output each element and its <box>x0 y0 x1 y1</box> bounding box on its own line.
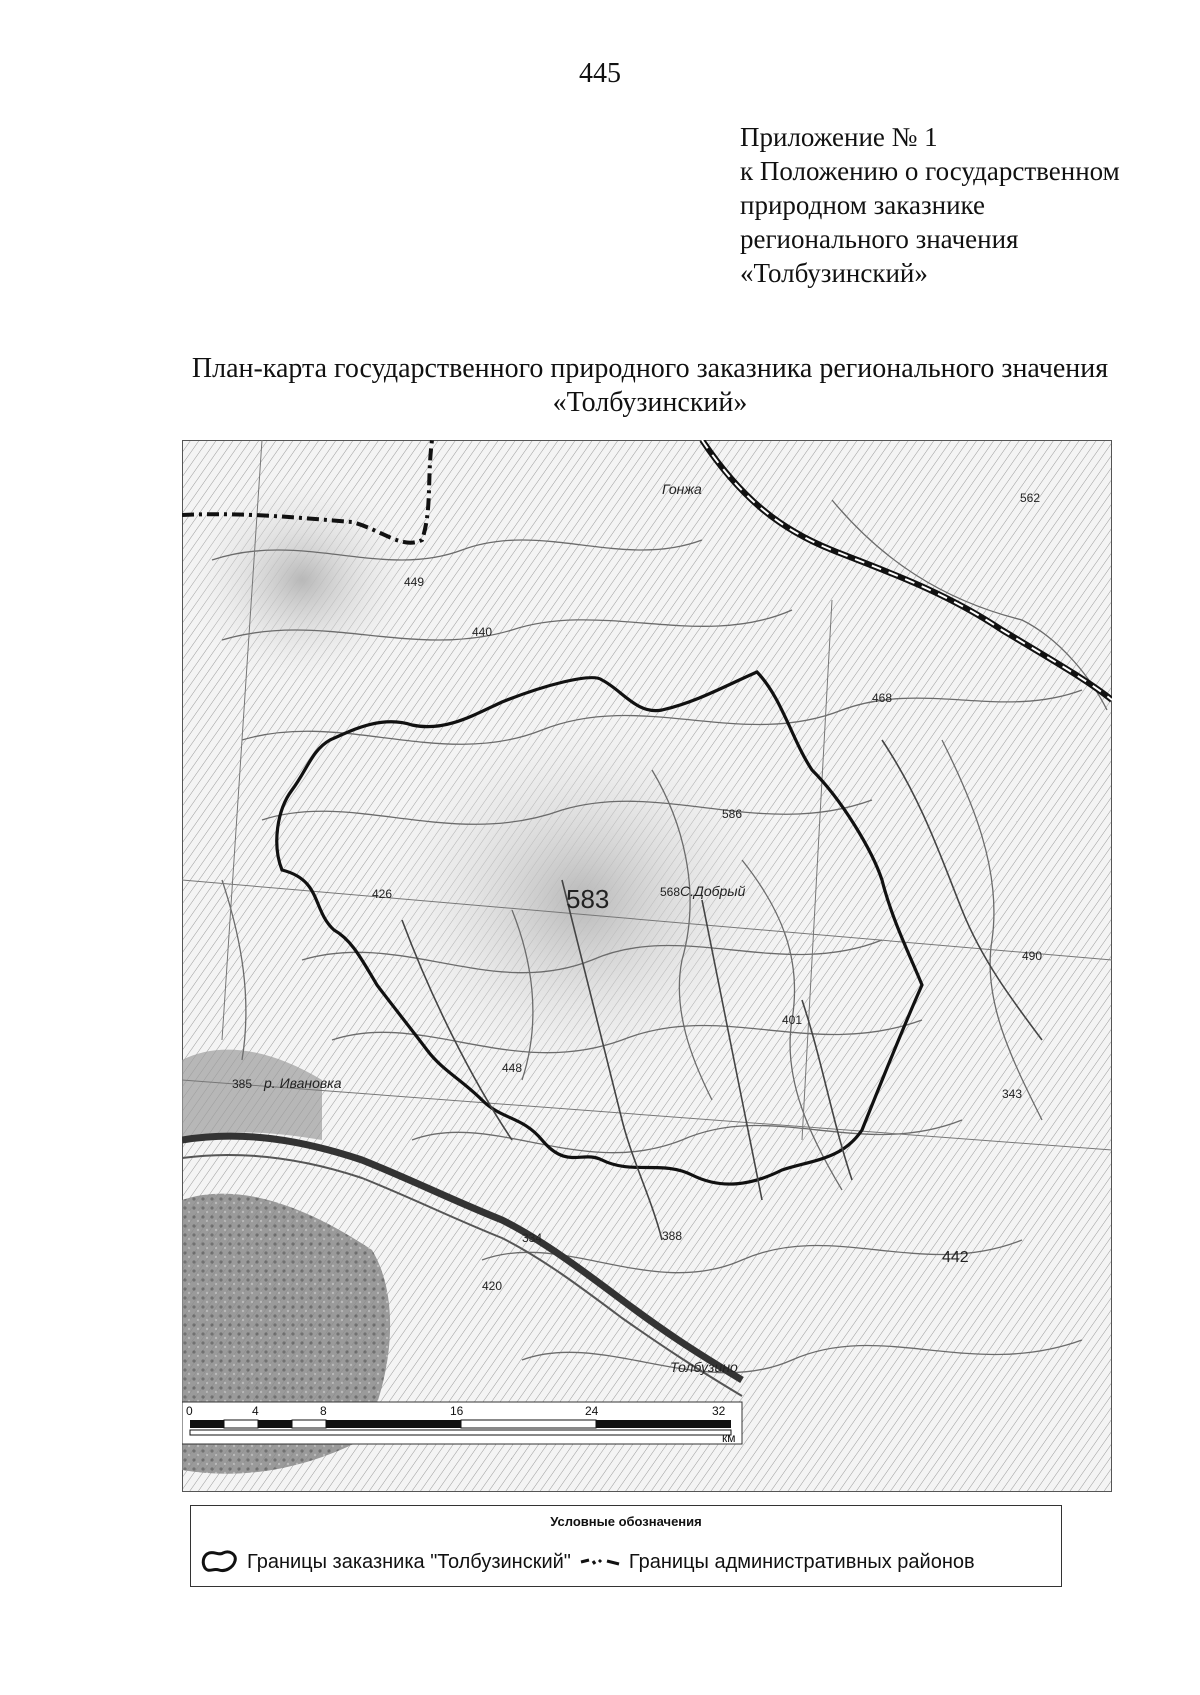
appendix-line: Приложение № 1 <box>740 122 938 152</box>
page-number: 445 <box>579 58 621 89</box>
appendix-line: «Толбузинский» <box>740 258 928 288</box>
map-title-line: План-карта государственного природного заказника регионального значения <box>191 353 1109 384</box>
scale-tick-label: 4 <box>252 1404 259 1418</box>
settlement-label-ivanovka: р. Ивановка <box>264 1075 342 1091</box>
appendix-line: к Положению о государственном <box>740 156 1120 186</box>
elevation-label: 562 <box>1020 491 1041 505</box>
settlement-label-dobryi: С.Добрый <box>680 883 746 899</box>
legend-title: Условные обозначения <box>550 1514 702 1529</box>
elevation-label: 449 <box>404 575 425 589</box>
scale-tick-label: 16 <box>450 1404 464 1418</box>
appendix-line: природном заказнике <box>740 190 985 220</box>
scale-unit: км <box>722 1431 736 1445</box>
legend-row <box>201 1548 1051 1576</box>
appendix-block <box>740 120 1180 290</box>
elevation-label: 448 <box>502 1061 523 1075</box>
map-title-line: «Толбузинский» <box>552 387 748 418</box>
map-title <box>150 352 1150 420</box>
elevation-label: 385 <box>232 1077 253 1091</box>
map-legend <box>190 1505 1062 1587</box>
settlement-label-gonzha: Гонжа <box>662 481 702 497</box>
legend-reserve-boundary-label: Границы заказника "Толбузинский" <box>247 1550 571 1573</box>
appendix-line: регионального значения <box>740 224 1019 254</box>
scale-segments <box>190 1420 731 1435</box>
settlement-label-tolbuzino: Толбузино <box>670 1359 738 1375</box>
elevation-label: 440 <box>472 625 493 639</box>
elevation-label: 420 <box>482 1279 503 1293</box>
elevation-label: 334 <box>522 1231 543 1245</box>
topographic-map <box>182 440 1112 1492</box>
elevation-label: 468 <box>872 691 893 705</box>
district-boundary-symbol-icon <box>579 1552 623 1572</box>
elevation-label-main: 583 <box>566 884 610 914</box>
elevation-label: 426 <box>372 887 393 901</box>
reserve-boundary-symbol-icon <box>201 1548 241 1576</box>
elevation-label: 586 <box>722 807 743 821</box>
elevation-label: 388 <box>662 1229 683 1243</box>
elevation-label: 490 <box>1022 949 1043 963</box>
scale-bar <box>182 1402 742 1445</box>
relief-shading <box>182 470 425 690</box>
scale-tick-label: 24 <box>585 1404 599 1418</box>
elevation-label: 343 <box>1002 1087 1023 1101</box>
elevation-label: 401 <box>782 1013 803 1027</box>
legend-district-boundary-label: Границы административных районов <box>628 1550 975 1573</box>
scale-tick-label: 0 <box>186 1404 193 1418</box>
scale-tick-label: 32 <box>712 1404 726 1418</box>
elevation-label: 568 <box>660 885 681 899</box>
elevation-label: 442 <box>942 1249 969 1266</box>
scale-tick-label: 8 <box>320 1404 327 1418</box>
